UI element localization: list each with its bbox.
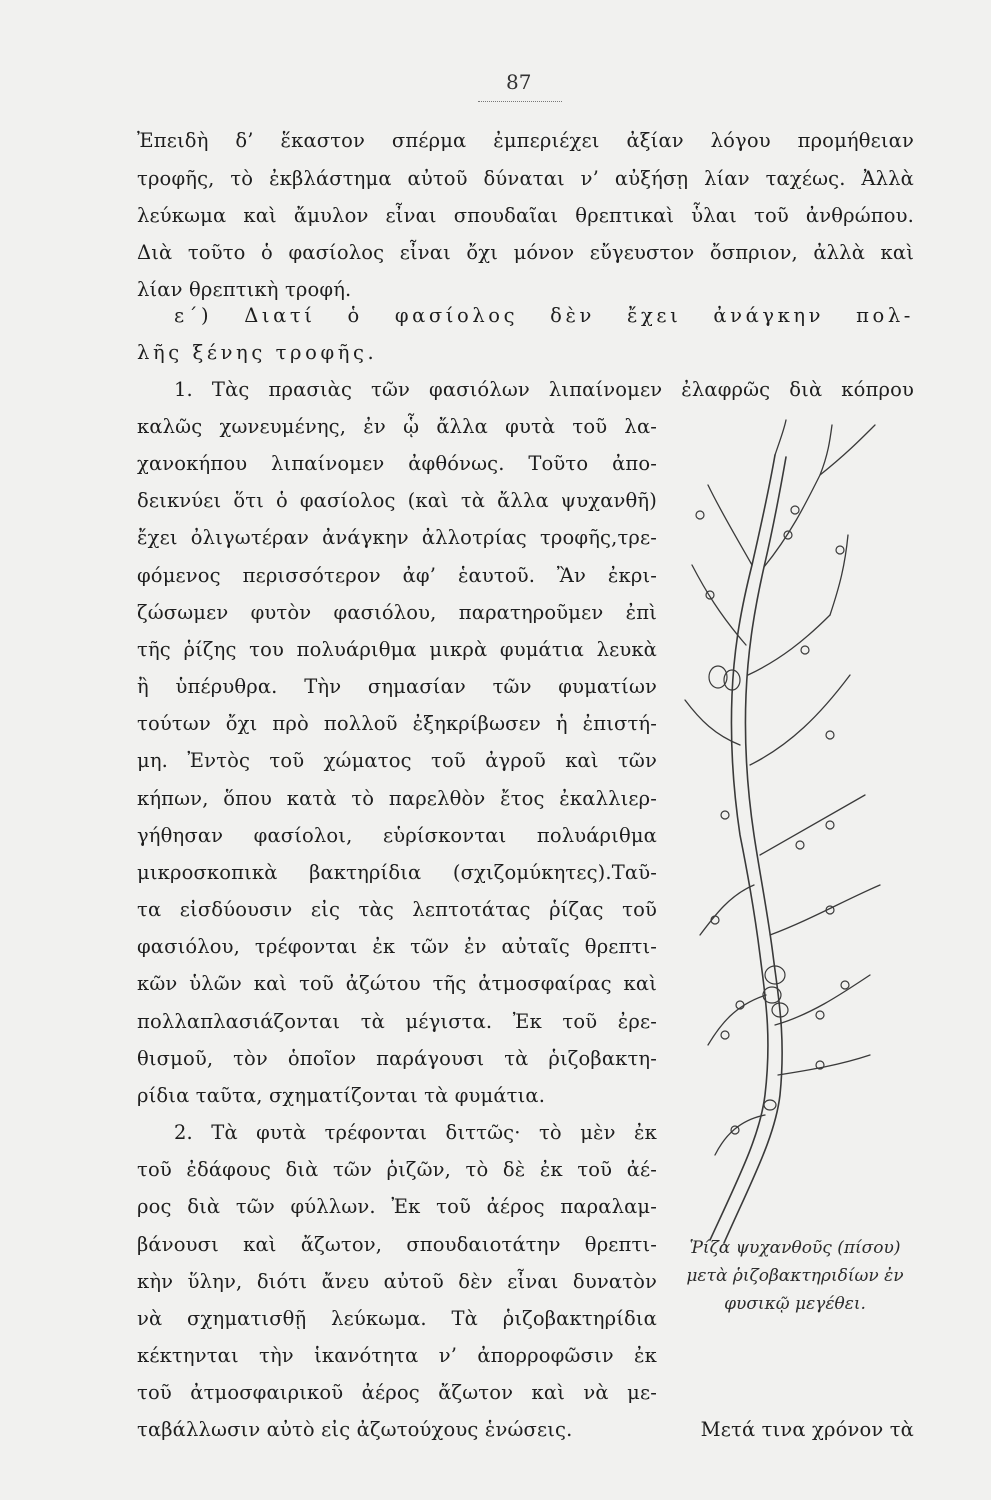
text-line: Διὰ τοῦτο ὁ φασίολος εἶναι ὄχι μόνον εὔγευστον ὄσπριον, ἀλλὰ καὶ [137,241,914,264]
text-line: τοῦ ἐδάφους διὰ τῶν ῥιζῶν, τὸ δὲ ἐκ τοῦ ἀέ- [137,1158,657,1181]
figure-caption-line: Ῥίζα ψυχανθοῦς (πίσου) [689,1238,901,1258]
text-line: ρίδια ταῦτα, σχηματίζονται τὰ φυμάτια. [137,1084,546,1107]
text-line: θισμοῦ, τὸν ὁποῖον παράγουσι τὰ ῥιζοβακτη- [137,1047,657,1070]
section-heading: ε΄) Διατί ὁ φασίολος δὲν ἔχει ἀνάγκην πολ- [174,304,914,327]
text-line: νὰ σχηματισθῇ λεύκωμα. Τὰ ῥιζοβακτηρίδια [137,1307,657,1330]
text-line: Μετά τινα χρόνον τὰ [700,1418,914,1441]
page-number: 87 [506,70,532,94]
text-line: ταβάλλωσιν αὐτὸ εἰς ἀζωτούχους ἑνώσεις. [137,1418,573,1441]
text-line: γήθησαν φασίολοι, εὑρίσκονται πολυάριθμα [137,824,657,847]
text-line: μικροσκοπικὰ βακτηρίδια (σχιζομύκητες).Ταῦ- [137,861,657,884]
figure-caption-line: μετὰ ῥιζοβακτηριδίων ἐν [686,1266,904,1286]
page-number-rule [478,101,562,102]
figure-caption-line: φυσικῷ μεγέθει. [724,1294,866,1314]
text-line: ζώσωμεν φυτὸν φασιόλου, παρατηροῦμεν ἐπὶ [137,601,657,624]
text-line: κὴν ὕλην, διότι ἄνευ αὐτοῦ δὲν εἶναι δυνατὸν [137,1270,657,1293]
text-line: κῶν ὑλῶν καὶ τοῦ ἀζώτου τῆς ἀτμοσφαίρας καὶ [137,972,657,995]
section-heading: λῆς ξένης τροφῆς. [137,341,378,364]
text-line: λίαν θρεπτικὴ τροφή. [137,278,352,301]
text-line: ἔχει ὀλιγωτέραν ἀνάγκην ἀλλοτρίας τροφῆς,τρε- [137,526,657,549]
text-line: Ἐπειδὴ δ’ ἕκαστον σπέρμα ἐμπεριέχει ἀξίαν λόγου προμήθειαν [137,129,914,152]
text-line: φασιόλου, τρέφονται ἐκ τῶν ἐν αὐταῖς θρεπτι- [137,935,657,958]
text-line: πολλαπλασιάζονται τὰ μέγιστα. Ἐκ τοῦ ἐρε- [137,1010,657,1033]
text-line: φόμενος περισσότερον ἀφ’ ἑαυτοῦ. Ἂν ἐκρι- [137,564,657,587]
text-line: 1. Τὰς πρασιὰς τῶν φασιόλων λιπαίνομεν ἐλαφρῶς διὰ κόπρου [174,378,914,401]
text-line: τα εἰσδύουσιν εἰς τὰς λεπτοτάτας ῥίζας τοῦ [137,898,657,921]
text-line: κήπων, ὅπου κατὰ τὸ παρελθὸν ἔτος ἐκαλλιερ- [137,787,657,810]
text-line: μη. Ἐντὸς τοῦ χώματος τοῦ ἀγροῦ καὶ τῶν [137,749,657,772]
text-line: βάνουσι καὶ ἄζωτον, σπουδαιοτάτην θρεπτι- [137,1233,657,1256]
text-line: τούτων ὄχι πρὸ πολλοῦ ἐξηκρίβωσεν ἡ ἐπιστή- [137,712,657,735]
text-line: ἢ ὑπέρυθρα. Τὴν σημασίαν τῶν φυματίων [137,675,657,698]
text-line: ρος διὰ τῶν φύλλων. Ἐκ τοῦ ἀέρος παραλαμ- [137,1195,657,1218]
text-line: τῆς ῥίζης του πολυάριθμα μικρὰ φυμάτια λευκὰ [137,638,657,661]
text-line: καλῶς χωνευμένης, ἐν ᾧ ἄλλα φυτὰ τοῦ λα- [137,415,657,438]
text-line: τροφῆς, τὸ ἐκβλάστημα αὐτοῦ δύναται ν’ αὐξήσῃ λίαν ταχέως. Ἀλλὰ [137,167,914,190]
text-line: κέκτηνται τὴν ἱκανότητα ν’ ἀπορροφῶσιν ἐκ [137,1344,657,1367]
text-line: λεύκωμα καὶ ἄμυλον εἶναι σπουδαῖαι θρεπτικαὶ ὗλαι τοῦ ἀνθρώπου. [137,204,914,227]
text-line: δεικνύει ὅτι ὁ φασίολος (καὶ τὰ ἄλλα ψυχανθῆ) [137,489,657,512]
text-line: 2. Τὰ φυτὰ τρέφονται διττῶς· τὸ μὲν ἐκ [174,1121,657,1144]
text-line: χανοκήπου λιπαίνομεν ἀφθόνως. Τοῦτο ἀπο- [137,452,657,475]
root-nodules-illustration [680,415,920,1245]
text-line: τοῦ ἀτμοσφαιρικοῦ ἀέρος ἄζωτον καὶ νὰ με- [137,1381,657,1404]
